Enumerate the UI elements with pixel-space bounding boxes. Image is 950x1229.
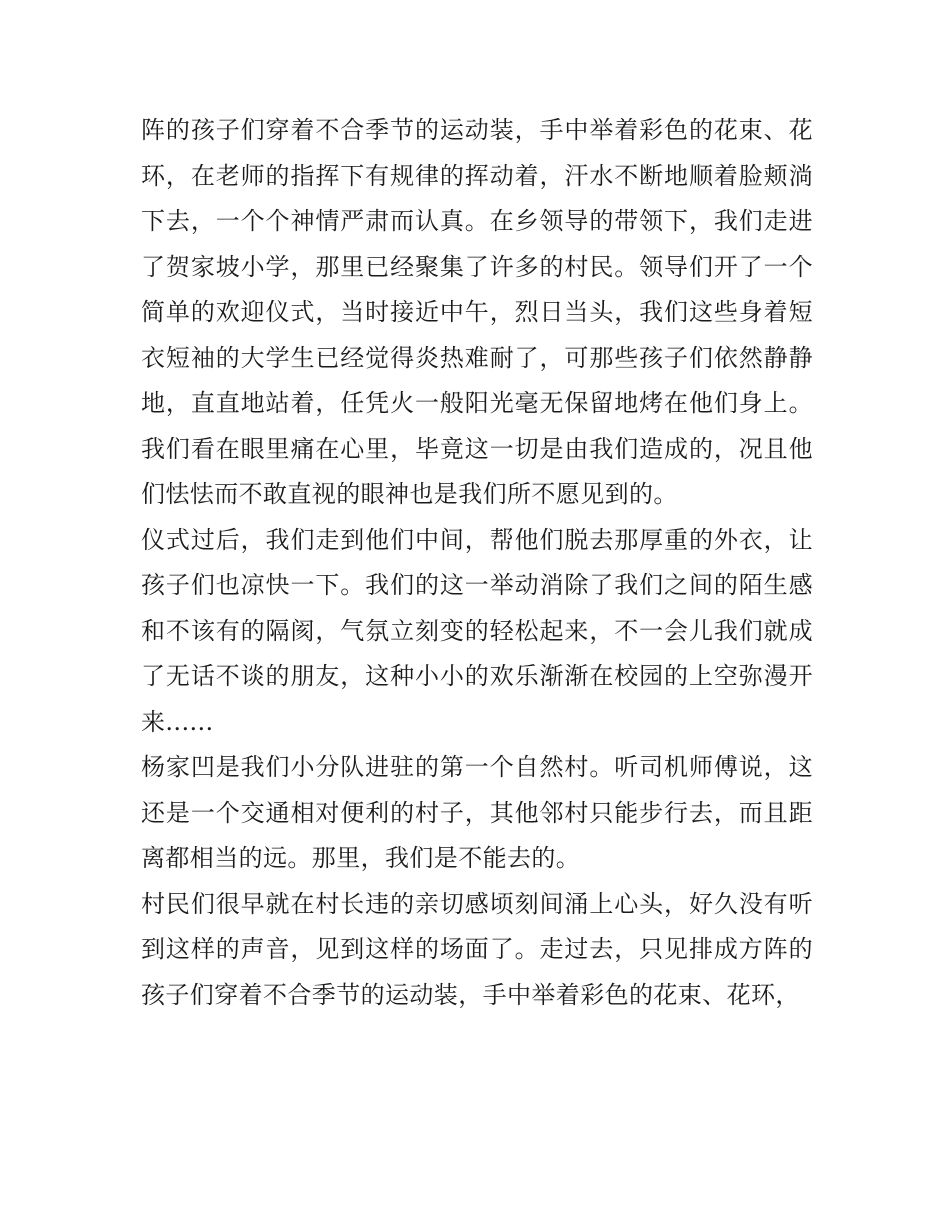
paragraph: 阵的孩子们穿着不合季节的运动装，手中举着彩色的花束、花环，在老师的指挥下有规律的挥动着，汗水不断地顺着脸颊淌下去，一个个神情严肃而认真。在乡领导的带领下，我们走进了贺家坡小学，那里已经聚集了许多的村民。领导们开了一个简单的欢迎仪式，当时接近中午，烈日当头，我们这些身着短衣短袖的大学生已经觉得炎热难耐了，可那些孩子们依然静静地，直直地站着，任凭火一般阳光毫无保留地烤在他们身上。我们看在眼里痛在心里，毕竟这一切是由我们造成的，况且他们怯怯而不敢直视的眼神也是我们所不愿见到的。	[141, 116, 813, 508]
body-text	[141, 108, 813, 1018]
paragraph: 仪式过后，我们走到他们中间，帮他们脱去那厚重的外衣，让孩子们也凉快一下。我们的这一举动消除了我们之间的陌生感和不该有的隔阂，气氛立刻变的轻松起来，不一会儿我们就成了无话不谈的朋友，这种小小的欢乐渐渐在校园的上空弥漫开来......	[141, 525, 813, 736]
paragraph: 杨家凹是我们小分队进驻的第一个自然村。听司机师傅说，这还是一个交通相对便利的村子，其他邻村只能步行去，而且距离都相当的远。那里，我们是不能去的。	[141, 753, 813, 872]
paragraph: 村民们很早就在村长违的亲切感顷刻间涌上心头，好久没有听到这样的声音，见到这样的场面了。走过去，只见排成方阵的孩子们穿着不合季节的运动装，手中举着彩色的花束、花环，	[141, 889, 813, 1009]
